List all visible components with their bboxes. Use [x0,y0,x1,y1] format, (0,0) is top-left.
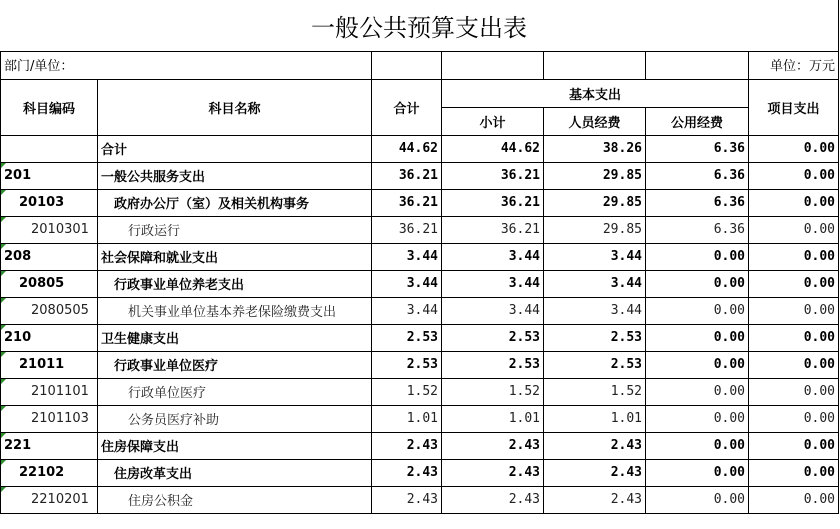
total-cell: 2.43 [372,432,442,459]
table-row [1,324,839,351]
subtotal-cell: 2.53 [442,351,544,378]
name-cell: 卫生健康支出 [98,324,372,351]
header-subtotal: 小计 [442,107,544,135]
public-cell: 0.00 [646,243,749,270]
table-row [1,459,839,486]
code-cell: 2080505 [1,297,98,324]
header-row-1 [1,79,839,107]
code-cell: 22102 [1,459,98,486]
subtotal-cell: 1.52 [442,378,544,405]
total-cell: 2.53 [372,351,442,378]
personnel-cell: 38.26 [544,135,646,162]
name-cell: 行政事业单位养老支出 [98,270,372,297]
personnel-cell: 3.44 [544,270,646,297]
personnel-cell: 2.43 [544,432,646,459]
project-cell: 0.00 [749,297,839,324]
code-cell: 208 [1,243,98,270]
subtotal-cell: 36.21 [442,162,544,189]
total-cell: 36.21 [372,216,442,243]
project-cell: 0.00 [749,405,839,432]
code-cell [1,135,98,162]
project-cell: 0.00 [749,351,839,378]
header-personnel: 人员经费 [544,107,646,135]
project-cell: 0.00 [749,135,839,162]
project-cell: 0.00 [749,216,839,243]
project-cell: 0.00 [749,162,839,189]
table-row [1,405,839,432]
table-row [1,162,839,189]
code-cell: 21011 [1,351,98,378]
name-cell: 住房改革支出 [98,459,372,486]
personnel-cell: 29.85 [544,216,646,243]
name-cell: 社会保障和就业支出 [98,243,372,270]
total-cell: 1.52 [372,378,442,405]
public-cell: 0.00 [646,324,749,351]
header-public: 公用经费 [646,107,749,135]
total-cell: 3.44 [372,270,442,297]
name-cell: 公务员医疗补助 [98,405,372,432]
personnel-cell: 29.85 [544,162,646,189]
name-cell: 行政运行 [98,216,372,243]
name-cell: 机关事业单位基本养老保险缴费支出 [98,297,372,324]
project-cell: 0.00 [749,243,839,270]
name-cell: 政府办公厅（室）及相关机构事务 [98,189,372,216]
public-cell: 0.00 [646,378,749,405]
code-cell: 221 [1,432,98,459]
total-cell: 36.21 [372,189,442,216]
table-row [1,135,839,162]
name-cell: 住房公积金 [98,486,372,513]
personnel-cell: 1.52 [544,378,646,405]
code-cell: 2210201 [1,486,98,513]
public-cell: 0.00 [646,405,749,432]
header-total: 合计 [372,79,442,135]
table-row [1,297,839,324]
code-cell: 201 [1,162,98,189]
header-name: 科目名称 [98,79,372,135]
subtotal-cell: 2.43 [442,432,544,459]
personnel-cell: 2.43 [544,486,646,513]
public-cell: 6.36 [646,189,749,216]
personnel-cell: 3.44 [544,297,646,324]
personnel-cell: 29.85 [544,189,646,216]
name-cell: 一般公共服务支出 [98,162,372,189]
unit-label: 单位：万元 [749,51,839,79]
name-cell: 住房保障支出 [98,432,372,459]
total-cell: 2.43 [372,459,442,486]
table-row [1,243,839,270]
subtotal-cell: 44.62 [442,135,544,162]
project-cell: 0.00 [749,324,839,351]
total-cell: 3.44 [372,243,442,270]
total-cell: 3.44 [372,297,442,324]
public-cell: 6.36 [646,162,749,189]
personnel-cell: 2.53 [544,324,646,351]
table-row [1,432,839,459]
project-cell: 0.00 [749,486,839,513]
subtotal-cell: 3.44 [442,270,544,297]
public-cell: 0.00 [646,351,749,378]
subtotal-cell: 36.21 [442,216,544,243]
public-cell: 0.00 [646,297,749,324]
project-cell: 0.00 [749,378,839,405]
table-row [1,270,839,297]
project-cell: 0.00 [749,189,839,216]
subtotal-cell: 2.53 [442,324,544,351]
name-cell: 行政事业单位医疗 [98,351,372,378]
subtotal-cell: 1.01 [442,405,544,432]
unit-row [1,51,839,79]
table-row [1,351,839,378]
project-cell: 0.00 [749,270,839,297]
header-basic: 基本支出 [442,79,749,107]
public-cell: 0.00 [646,459,749,486]
sheet-title: 一般公共预算支出表 [0,0,839,52]
budget-table [0,51,839,514]
total-cell: 2.43 [372,486,442,513]
code-cell: 210 [1,324,98,351]
public-cell: 0.00 [646,270,749,297]
header-project: 项目支出 [749,79,839,135]
personnel-cell: 2.53 [544,351,646,378]
table-row [1,189,839,216]
project-cell: 0.00 [749,432,839,459]
table-row [1,486,839,513]
code-cell: 20805 [1,270,98,297]
total-cell: 44.62 [372,135,442,162]
total-cell: 36.21 [372,162,442,189]
total-cell: 2.53 [372,324,442,351]
dept-label: 部门/单位： [1,51,98,79]
public-cell: 0.00 [646,486,749,513]
code-cell: 20103 [1,189,98,216]
public-cell: 6.36 [646,216,749,243]
personnel-cell: 1.01 [544,405,646,432]
code-cell: 2101103 [1,405,98,432]
total-cell: 1.01 [372,405,442,432]
subtotal-cell: 3.44 [442,243,544,270]
personnel-cell: 3.44 [544,243,646,270]
header-code: 科目编码 [1,79,98,135]
subtotal-cell: 2.43 [442,459,544,486]
personnel-cell: 2.43 [544,459,646,486]
subtotal-cell: 36.21 [442,189,544,216]
name-cell: 合计 [98,135,372,162]
code-cell: 2010301 [1,216,98,243]
table-row [1,378,839,405]
public-cell: 0.00 [646,432,749,459]
table-row [1,216,839,243]
name-cell: 行政单位医疗 [98,378,372,405]
code-cell: 2101101 [1,378,98,405]
subtotal-cell: 3.44 [442,297,544,324]
project-cell: 0.00 [749,459,839,486]
public-cell: 6.36 [646,135,749,162]
subtotal-cell: 2.43 [442,486,544,513]
